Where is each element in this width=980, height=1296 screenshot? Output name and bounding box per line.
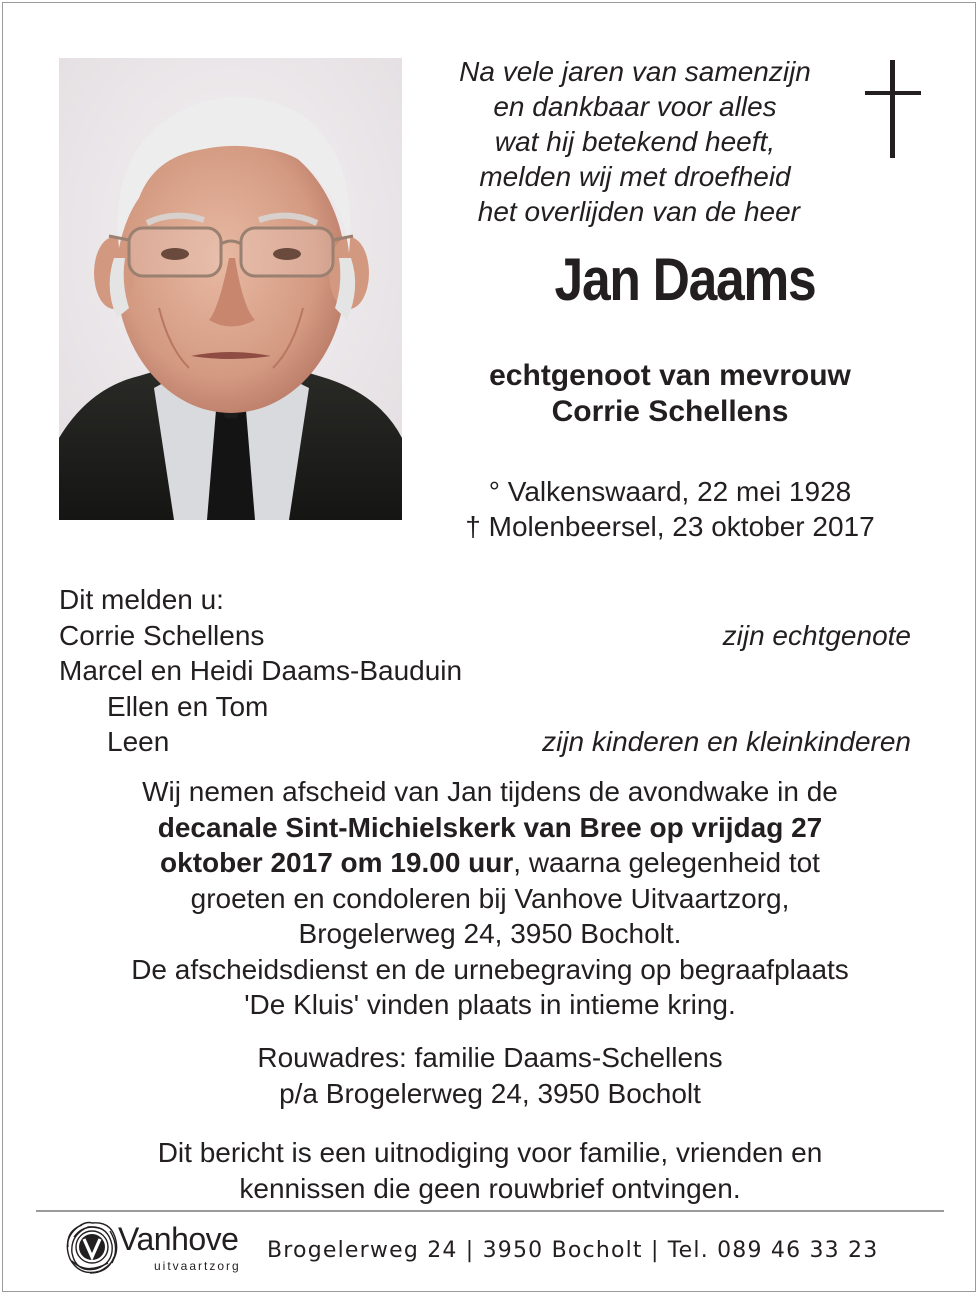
service-line-bold: oktober 2017 om 19.00 uur xyxy=(160,847,514,878)
service-line-bold: decanale Sint-Michielskerk van Bree op vrijdag 27 xyxy=(157,811,823,843)
life-dates xyxy=(420,474,920,544)
address-line: p/a Brogelerweg 24, 3950 Bocholt xyxy=(279,1077,701,1109)
mourners-heading: Dit melden u: xyxy=(59,584,224,615)
vanhove-logo-icon xyxy=(62,1217,122,1282)
spouse-line-2: Corrie Schellens xyxy=(551,395,789,428)
list-item xyxy=(59,618,911,654)
mourning-address xyxy=(40,1040,940,1111)
divider xyxy=(36,1210,944,1212)
intro-line: en dankbaar voor alles xyxy=(493,91,777,122)
invitation-note xyxy=(40,1135,940,1206)
mourner-name: Leen xyxy=(107,726,170,757)
service-line: Wij nemen afscheid van Jan tijdens de avondwake in de xyxy=(142,776,838,807)
intro-line: wat hij betekend heeft, xyxy=(494,126,776,157)
mourner-name: Marcel en Heidi Daams-Bauduin xyxy=(59,655,463,686)
portrait-photo xyxy=(59,58,402,520)
mourner-relation: zijn echtgenote xyxy=(722,619,911,651)
intro-line: Na vele jaren van samenzijn xyxy=(459,56,811,87)
service-info xyxy=(40,774,940,1023)
mourner-name: Corrie Schellens xyxy=(59,619,265,651)
list-item xyxy=(59,653,911,689)
mourner-name: Ellen en Tom xyxy=(107,690,269,722)
service-line: Brogelerweg 24, 3950 Bocholt. xyxy=(298,918,682,949)
invite-line: Dit bericht is een uitnodiging voor familie, vrienden en xyxy=(157,1137,823,1168)
list-item xyxy=(59,689,911,725)
service-line: De afscheidsdienst en de urnebegraving op begraafplaats xyxy=(131,953,849,985)
spouse-info xyxy=(420,358,920,430)
list-item xyxy=(59,724,911,760)
logo-name: Vanhove xyxy=(118,1221,239,1257)
intro-text xyxy=(405,54,865,229)
mourners-list xyxy=(59,582,911,760)
service-line: 'De Kluis' vinden plaats in intieme kring. xyxy=(244,989,736,1020)
mourner-relation: zijn kinderen en kleinkinderen xyxy=(542,726,911,757)
logo-subtitle: uitvaartzorg xyxy=(154,1259,241,1273)
address-line: Rouwadres: familie Daams-Schellens xyxy=(257,1042,723,1073)
death-date: † Molenbeersel, 23 oktober 2017 xyxy=(465,511,875,542)
service-line: , waarna gelegenheid tot xyxy=(513,847,820,878)
invite-line: kennissen die geen rouwbrief ontvingen. xyxy=(239,1172,741,1204)
footer-address: Brogelerweg 24 | 3950 Bocholt | Tel. 089 46 33 23 xyxy=(267,1238,879,1263)
cross-icon xyxy=(862,60,924,165)
birth-date: ° Valkenswaard, 22 mei 1928 xyxy=(488,476,852,507)
vanhove-logo xyxy=(62,1215,257,1283)
service-line: groeten en condoleren bij Vanhove Uitvaartzorg, xyxy=(190,882,790,914)
spouse-line-1: echtgenoot van mevrouw xyxy=(489,359,851,392)
intro-line: het overlijden van de heer xyxy=(470,196,800,227)
deceased-name: Jan Daams xyxy=(554,246,816,313)
intro-line: melden wij met droefheid xyxy=(479,161,791,192)
